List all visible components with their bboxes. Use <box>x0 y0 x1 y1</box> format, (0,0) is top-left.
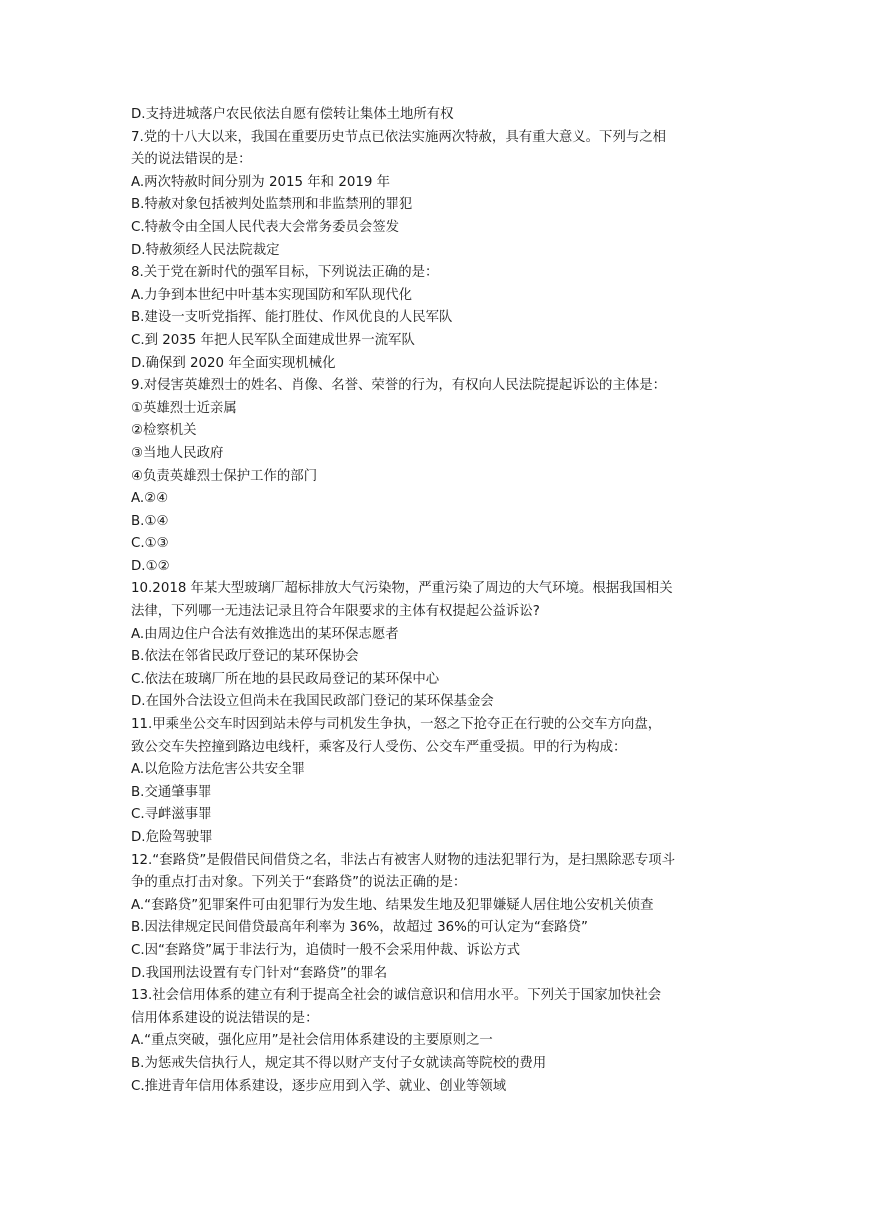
text-line: D.特赦须经人民法院裁定 <box>131 242 280 258</box>
text-line: C.①③ <box>131 536 169 552</box>
text-line: C.推进青年信用体系建设，逐步应用到入学、就业、创业等领域 <box>131 1078 507 1094</box>
text-line: 7.党的十八大以来，我国在重要历史节点已依法实施两次特赦，具有重大意义。下列与之相 <box>131 129 667 145</box>
text-line: 法律，下列哪一无违法记录且符合年限要求的主体有权提起公益诉讼? <box>131 604 540 620</box>
text-line: 致公交车失控撞到路边电线杆，乘客及行人受伤、公交车严重受损。甲的行为构成： <box>131 739 627 755</box>
text-line: B.交通肇事罪 <box>131 784 212 800</box>
text-line: 12.“套路贷”是假借民间借贷之名，非法占有被害人财物的违法犯罪行为，是扫黑除恶专项斗 <box>131 852 676 868</box>
text-line: D.我国刑法设置有专门针对“套路贷”的罪名 <box>131 965 388 981</box>
text-line: D.支持进城落户农民依法自愿有偿转让集体土地所有权 <box>131 107 454 122</box>
text-line: D.危险驾驶罪 <box>131 830 213 845</box>
question-text-block <box>131 104 743 1098</box>
text-line: A.“套路贷”犯罪案件可由犯罪行为发生地、结果发生地及犯罪嫌疑人居住地公安机关侦查 <box>131 897 654 913</box>
text-line: 争的重点打击对象。下列关于“套路贷”的说法正确的是： <box>131 875 467 891</box>
text-line: C.依法在玻璃厂所在地的县民政局登记的某环保中心 <box>131 671 440 687</box>
text-line: A.力争到本世纪中叶基本实现国防和军队现代化 <box>131 287 412 303</box>
text-line: ③当地人民政府 <box>131 445 224 461</box>
text-line: B.特赦对象包括被判处监禁刑和非监禁刑的罪犯 <box>131 197 413 213</box>
text-line: B.因法律规定民间借贷最高年利率为 36%，故超过 36%的可认定为“套路贷” <box>131 920 588 936</box>
text-line: ②检察机关 <box>131 423 197 439</box>
text-line: 9.对侵害英雄烈士的姓名、肖像、名誉、荣誉的行为，有权向人民法院提起诉讼的主体是： <box>131 378 667 394</box>
text-line: 信用体系建设的说法错误的是： <box>131 1010 319 1026</box>
text-line: D.①② <box>131 558 170 574</box>
text-line: B.依法在邻省民政厅登记的某环保协会 <box>131 649 359 665</box>
text-line: A.以危险方法危害公共安全罪 <box>131 762 305 778</box>
text-line: 11.甲乘坐公交车时因到站未停与司机发生争执，一怒之下抢夺正在行驶的公交车方向盘， <box>131 717 662 733</box>
text-line: ④负责英雄烈士保护工作的部门 <box>131 468 318 484</box>
text-line: A.两次特赦时间分别为 2015 年和 2019 年 <box>131 174 391 190</box>
text-line: C.寻衅滋事罪 <box>131 807 212 823</box>
text-line: D.在国外合法设立但尚未在我国民政部门登记的某环保基金会 <box>131 694 494 710</box>
text-line: B.建设一支听党指挥、能打胜仗、作风优良的人民军队 <box>131 310 453 326</box>
text-line: A.“重点突破，强化应用”是社会信用体系建设的主要原则之一 <box>131 1033 493 1049</box>
text-line: C.到 2035 年把人民军队全面建成世界一流军队 <box>131 332 415 348</box>
text-line: 13.社会信用体系的建立有利于提高全社会的诚信意识和信用水平。下列关于国家加快社会 <box>131 988 662 1004</box>
text-line: ①英雄烈士近亲属 <box>131 400 237 416</box>
text-line: C.特赦令由全国人民代表大会常务委员会签发 <box>131 219 400 235</box>
text-line: C.因“套路贷”属于非法行为，追债时一般不会采用仲裁、诉讼方式 <box>131 942 521 958</box>
text-line: 10.2018 年某大型玻璃厂超标排放大气污染物，严重污染了周边的大气环境。根据我国相关 <box>131 581 673 597</box>
text-line: 关的说法错误的是： <box>131 152 252 168</box>
text-line: D.确保到 2020 年全面实现机械化 <box>131 355 336 371</box>
text-line: 8.关于党在新时代的强军目标，下列说法正确的是： <box>131 265 439 281</box>
text-line: A.②④ <box>131 491 169 507</box>
text-line: B.为惩戒失信执行人，规定其不得以财产支付子女就读高等院校的费用 <box>131 1055 547 1071</box>
text-line: A.由周边住户合法有效推选出的某环保志愿者 <box>131 626 399 642</box>
text-line: B.①④ <box>131 513 169 529</box>
